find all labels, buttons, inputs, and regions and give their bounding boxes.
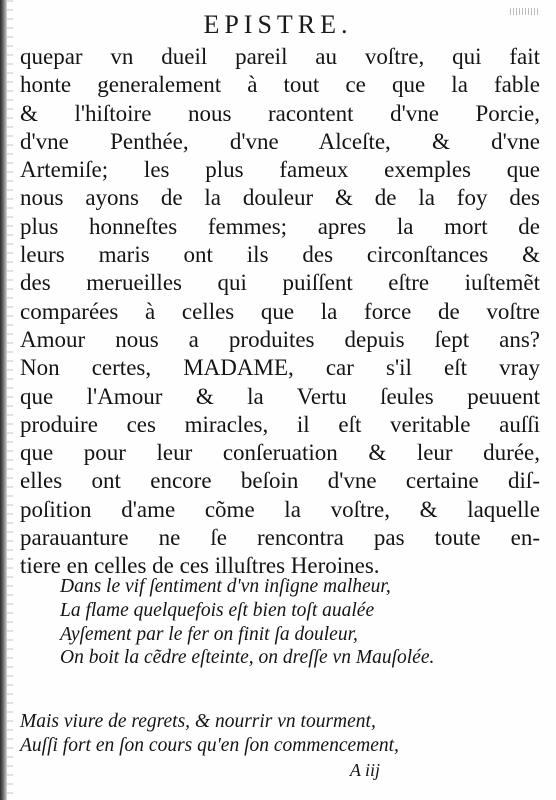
signature-mark: A iij [349, 760, 380, 780]
prose-line-last: tiere en celles de ces illuſtres Heroines. [20, 553, 380, 579]
prose-line: quepar vn dueil pareil au voſtre, qui fait [20, 44, 540, 69]
prose-line: elles ont encore beſoin d'vne certaine diſ- [20, 468, 540, 494]
prose-line: produire ces miracles, il eſt veritable auſſi [20, 411, 540, 437]
verse-stanza [60, 575, 540, 670]
prose-line: Non certes, MADAME, car s'il eſt vray [20, 355, 540, 381]
verse-line: Dans le vif ſentiment d'vn inſigne malheur, [60, 576, 391, 597]
prose-line: plus honneſtes femmes; apres la mort de [20, 213, 540, 239]
page-gutter-shadow [0, 0, 7, 800]
prose-line: honte generalement à tout ce que la fable [20, 72, 540, 98]
prose-line: d'vne Penthée, d'vne Alceſte, & d'vne [20, 128, 540, 154]
prose-line: parauanture ne ſe rencontra pas toute en- [20, 525, 540, 551]
gutter-specks [7, 0, 13, 800]
prose-line: leurs maris ont ils des circonſtances & [20, 242, 540, 268]
prose-line: poſition d'ame cõme la voſtre, & laquelle [20, 496, 540, 522]
prose-line: nous ayons de la douleur & de la foy des [20, 185, 540, 211]
verse-continuation [20, 710, 540, 758]
prose-line: que pour leur conſeruation & leur durée, [20, 440, 540, 466]
prose-line: que l'Amour & la Vertu ſeules peuuent [20, 383, 540, 409]
prose-line: comparées à celles que la force de voſtre [20, 298, 540, 324]
verse-line: On boit la cẽdre eſteinte, on dreſſe vn Mauſolée. [60, 647, 435, 669]
prose-line: Artemiſe; les plus fameux exemples que [20, 157, 540, 183]
verse-line: La flame quelquefois eſt bien toſt aualée [60, 599, 375, 621]
prose-line: & l'hiſtoire nous racontent d'vne Porcie, [20, 100, 540, 126]
prose-line: Amour nous a produites depuis ſept ans? [20, 326, 540, 352]
prose-body [20, 43, 540, 581]
prose-line: des merueilles qui puiſſent eſtre iuſtemẽt [20, 270, 540, 296]
verse-line: Auſſi fort en ſon cours qu'en ſon commencement, [20, 735, 399, 756]
running-head: EPISTRE. [203, 10, 353, 39]
verse-line: Ayſement par le fer on finit ſa douleur, [60, 623, 358, 645]
verse-line: Mais viure de regrets, & nourrir vn tourment, [20, 711, 376, 732]
